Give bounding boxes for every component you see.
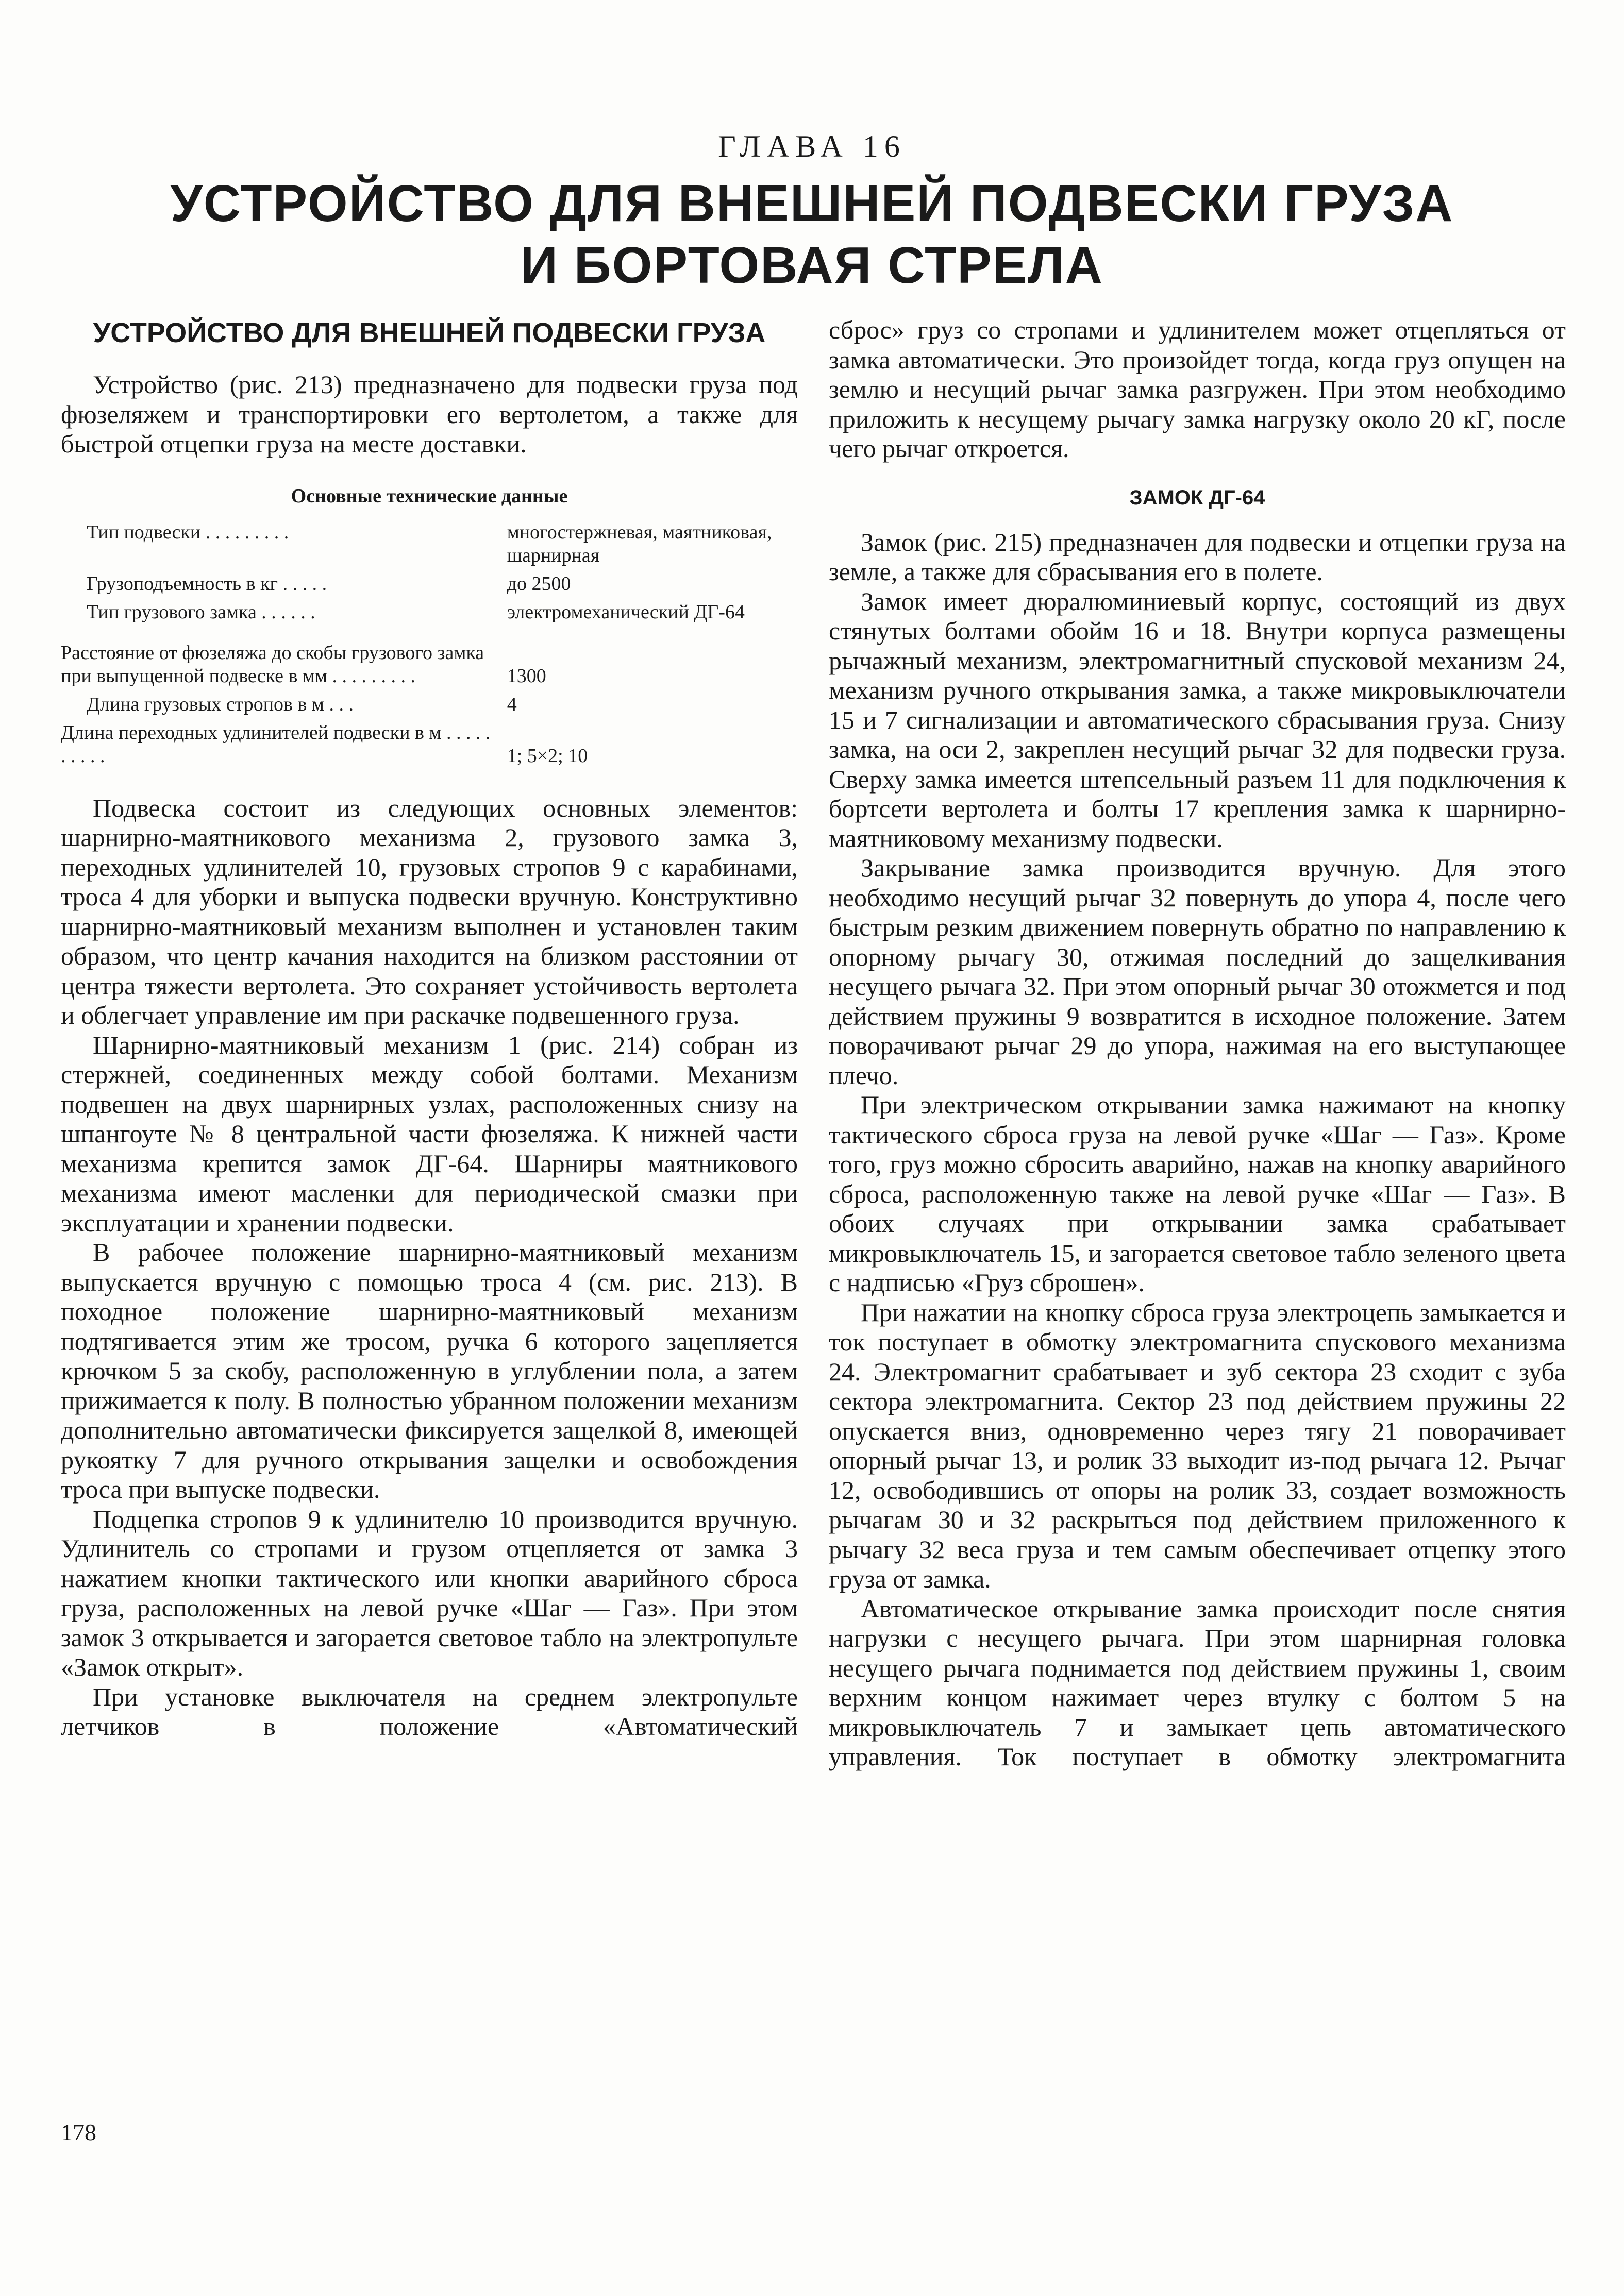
- body-paragraph: Замок (рис. 215) предназначен для подвески и отцепки груза на земле, а также для сбрасывания его в полете.: [829, 527, 1566, 586]
- left-column: [61, 315, 798, 1742]
- chapter-title-line-1: УСТРОЙСТВО ДЛЯ ВНЕШНЕЙ ПОДВЕСКИ ГРУЗА: [170, 175, 1454, 232]
- tech-key: Грузоподъемность в кг . . . . .: [87, 572, 327, 595]
- tech-row: [61, 721, 798, 773]
- chapter-title: [0, 173, 1624, 296]
- tech-row: [61, 629, 798, 693]
- tech-key: Тип грузового замка . . . . . .: [87, 601, 315, 623]
- page-number: 178: [61, 2119, 96, 2146]
- body-paragraph: Замок имеет дюралюминиевый корпус, состоящий из двух стянутых болтами обойм 16 и 18. Внутри корпуса размещены рычажный механизм, электромагнитный спусковой механизм 24, механизм ручного открывания замка, а также микровыключатели 15 и 7 сигнализации и автоматического сбрасывания груза. Снизу замка, на оси 2, закреплен несущий рычаг 32 для подвески груза. Сверху замка имеется штепсельный разъем 11 для подключения к бортсети вертолета и болты 17 крепления замка к шарнирно-маятниковому механизму подвески.: [829, 586, 1566, 853]
- tech-value: электромеханический ДГ-64: [507, 601, 745, 623]
- subsection-title: ЗАМОК ДГ-64: [1129, 486, 1265, 509]
- tech-row: [61, 601, 798, 629]
- tech-value: многостержневая, маятниковая, шарнирная: [507, 521, 772, 566]
- body-paragraph: Подцепка стропов 9 к удлинителю 10 производится вручную. Удлинитель со стропами и грузом отцепляется от замка 3 нажатием кнопки тактического или кнопки аварийного сброса груза, расположенных на левой ручке «Шаг — Газ». При этом замок 3 открывается и загорается световое табло на электропульте «Замок открыт».: [61, 1504, 798, 1681]
- body-paragraph: Шарнирно-маятниковый механизм 1 (рис. 214) собран из стержней, соединенных между собой болтами. Механизм подвешен на двух шарнирных узлах, расположенных снизу на шпангоуте № 8 центральной части фюзеляжа. К нижней части механизма крепится замок ДГ-64. Шарниры маятникового механизма имеют масленки для периодической смазки при эксплуатации и хранении подвески.: [61, 1030, 798, 1237]
- section-title: УСТРОЙСТВО ДЛЯ ВНЕШНЕЙ ПОДВЕСКИ ГРУЗА: [93, 317, 766, 348]
- chapter-title-line-2: И БОРТОВАЯ СТРЕЛА: [521, 237, 1103, 294]
- tech-value: 1300: [507, 665, 546, 687]
- tech-key: Длина переходных удлинителей подвески в м . . . . . . . . . .: [61, 721, 491, 767]
- tech-row: [61, 693, 798, 721]
- tech-row: [61, 572, 798, 601]
- body-paragraph: При установке выключателя на среднем электропульте летчиков в положение «Автоматический: [61, 1682, 798, 1741]
- tech-value: 4: [507, 693, 517, 715]
- right-column: [829, 315, 1566, 1772]
- tech-data-title: Основные технические данные: [291, 485, 568, 507]
- body-paragraph: Подвеска состоит из следующих основных элементов: шарнирно-маятникового механизма 2, грузового замка 3, переходных удлинителей 10, грузовых стропов 9 с карабинами, троса 4 для уборки и выпуска подвески вручную. Конструктивно шарнирно-маятниковый механизм выполнен и установлен таким образом, что центр качания находится на близком расстоянии от центра тяжести вертолета. Это сохраняет устойчивость вертолета и облегчает управление им при раскачке подвешенного груза.: [61, 793, 798, 1029]
- body-paragraph: В рабочее положение шарнирно-маятниковый механизм выпускается вручную с помощью троса 4 (см. рис. 213). В походное положение шарнирно-маятниковый механизм подтягивается этим же тросом, ручка 6 которого зацепляется крючком 5 за скобу, расположенную в углублении пола, а затем прижимается к полу. В полностью убранном положении механизм дополнительно автоматически фиксируется защелкой 8, имеющей рукоятку 7 для ручного открывания защелки и освобождения троса при выпуске подвески.: [61, 1238, 798, 1504]
- body-paragraph: Закрывание замка производится вручную. Для этого необходимо несущий рычаг 32 повернуть до упора 4, после чего быстрым резким движением повернуть обратно по направлению к опорному рычагу 30, отжимая последний до защелкивания несущего рычага 32. При этом опорный рычаг 30 отожмется и под действием пружины 9 возвратится в исходное положение. Затем поворачивают рычаг 29 до упора, нажимая на его выступающее плечо.: [829, 853, 1566, 1090]
- body-paragraph: При электрическом открывании замка нажимают на кнопку тактического сброса груза на левой ручке «Шаг — Газ». Кроме того, груз можно сбросить аварийно, нажав на кнопку аварийного сброса, расположенную также на левой ручке «Шаг — Газ». В обоих случаях при открывании замка срабатывает микровыключатель 15, и загорается световое табло зеленого цвета с надписью «Груз сброшен».: [829, 1090, 1566, 1297]
- tech-key: Длина грузовых стропов в м . . .: [87, 693, 354, 715]
- chapter-label: ГЛАВА 16: [718, 129, 906, 163]
- chapter-header: [0, 129, 1624, 296]
- tech-row: [61, 521, 798, 572]
- intro-paragraph: Устройство (рис. 213) предназначено для подвески груза под фюзеляжем и транспортировки его вертолетом, а также для быстрой отцепки груза на месте доставки.: [61, 370, 798, 458]
- tech-key: Расстояние от фюзеляжа до скобы грузового замка при выпущенной подвеске в мм . . . . . . . . .: [61, 641, 484, 687]
- body-paragraph: При нажатии на кнопку сброса груза электроцепь замыкается и ток поступает в обмотку электромагнита спускового механизма 24. Электромагнит срабатывает и зуб сектора 23 сходит с зуба сектора электромагнита. Сектор 23 под действием пружины 22 опускается вниз, одновременно через тягу 21 поворачивает опорный рычаг 13, и ролик 33 выходит из-под рычага 12. Рычаг 12, освободившись от опоры на ролик 33, создает возможность рычагам 30 и 32 раскрыться под действием приложенного к рычагу 32 веса груза и тем самым обеспечивает отцепку этого груза от замка.: [829, 1297, 1566, 1593]
- tech-key: Тип подвески . . . . . . . . .: [87, 521, 289, 543]
- tech-value: 1; 5×2; 10: [507, 745, 588, 767]
- body-paragraph: Автоматическое открывание замка происходит после снятия нагрузки с несущего рычага. При этом шарнирная головка несущего рычага поднимается под действием пружины 1, своим верхним концом нажимает через втулку с болтом 5 на микровыключатель 7 и замыкает цепь автоматического управления. Ток поступает в обмотку электромагнита: [829, 1594, 1566, 1771]
- tech-data-table: [61, 521, 798, 773]
- tech-value: до 2500: [507, 572, 571, 595]
- continuation-paragraph: сброс» груз со стропами и удлинителем может отцепляться от замка автоматически. Это произойдет тогда, когда груз опущен на землю и несущий рычаг замка разгружен. При этом необходимо приложить к несущему рычагу замка нагрузку около 20 кГ, после чего рычаг откроется.: [829, 315, 1566, 463]
